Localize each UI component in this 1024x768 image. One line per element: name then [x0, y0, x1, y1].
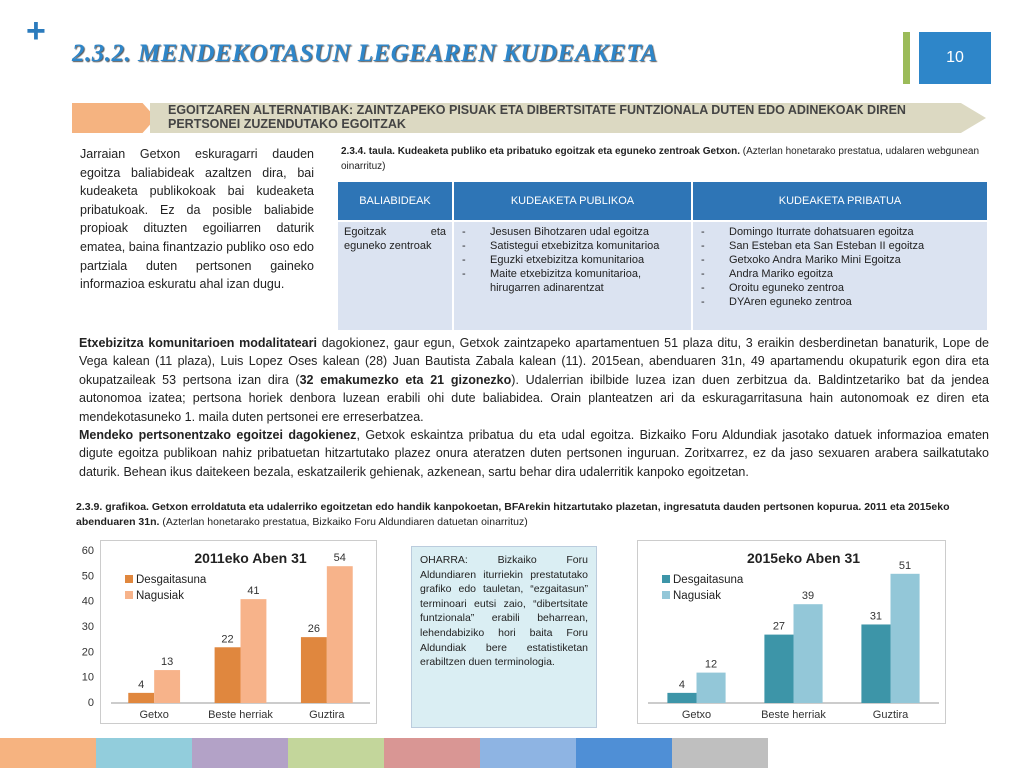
data-label: 41 — [247, 585, 260, 598]
public-list-item: - Satistegui etxebizitza komunitarioa — [460, 239, 685, 253]
data-label: 39 — [801, 590, 815, 603]
p1-text-b: ). Udalerrian ibilbide luzea izan duen zerbitzua da. Baldintzetariko bat da jendea autonomoa izatea; pertsona horiek denbora luzean erabili ohi dute baliabidea. Orain planteatzen ari da eskuragarritasuna hain autonomoak ez diren eta mendekotasuneko 1. maila duten pertsonei ere erreserbatzea. — [79, 372, 990, 424]
banner-text: EGOITZAREN ALTERNATIBAK: ZAINTZAPEKO PISUAK ETA DIBERTSITATE FUNTZIONALA DUTEN EDO ADINEKOAK DIREN PERTSONEI ZUZENDUTAKO EGOITZAK — [168, 103, 906, 131]
table-cell-public — [453, 221, 692, 331]
table-header-private: KUDEAKETA PRIBATUA — [692, 181, 988, 221]
bar — [697, 673, 726, 703]
banner-arrow — [72, 103, 156, 133]
x-tick-label: Getxo — [139, 709, 169, 721]
p2-text: , Getxok eskaintza pribatua du eta udal egoitza. Bizkaiko Foru Aldundiak jasotako datuek informazioa ematen digute egoitza publikoan nahiz pribatuetan hitzartutako plazez onura ateratzen duten pertsonen inguruan. Zoritxarrez, ez da jaso sexuaren arabera sailkatutako daturik. Behean ikus daitekeen bezala, eskatzailerik gehienak, azkenean, sartu behar dira udalerritik kanpoko egoitzetan. — [79, 428, 989, 479]
legend-label: Nagusiak — [673, 590, 721, 602]
public-list — [460, 225, 685, 295]
x-tick-label: Beste herriak — [761, 709, 826, 721]
footer-strip — [576, 738, 672, 768]
resources-table — [336, 180, 989, 332]
data-label: 51 — [898, 559, 912, 572]
table-cell-private — [692, 221, 988, 331]
p2-bold: Mendeko pertsonentzako egoitzei dagokienez — [79, 428, 357, 443]
bar — [764, 635, 793, 703]
page-number: 10 — [919, 32, 991, 84]
legend-swatch — [125, 591, 133, 599]
bar — [794, 604, 823, 703]
footer-strip — [480, 738, 576, 768]
legend-swatch — [662, 591, 670, 599]
chart-title: 2015eko Aben 31 — [746, 550, 861, 566]
public-list-item: - Maite etxebizitza komunitarioa, hirugarren adinarentzat — [460, 267, 685, 295]
data-label: 27 — [772, 620, 786, 633]
table-row — [337, 221, 988, 331]
bar — [154, 670, 180, 703]
y-tick-label: 10 — [81, 671, 94, 684]
bar — [215, 647, 241, 703]
footer-strip — [192, 738, 288, 768]
note-box: OHARRA: Bizkaiko Foru Aldundiaren iturriekin prestatutako grafiko edo tauletan, “ezgaitasun” terminoari eutsi zaio, “dibertsitate funtzionala” erabili beharrean, lehendabiziko hori baita Foru Aldundiak bere estatistiketan erabiltzen duen terminologia. — [411, 546, 597, 728]
x-tick-label: Guztira — [872, 709, 909, 721]
private-list — [699, 225, 981, 309]
private-list-item: - Domingo Iturrate dohatsuaren egoitza — [699, 225, 981, 239]
chart-2015 — [637, 540, 946, 724]
bar — [667, 693, 696, 703]
graph-caption — [76, 500, 991, 530]
legend-swatch — [125, 575, 133, 583]
footer-strip — [288, 738, 384, 768]
public-list-item: - Jesusen Bihotzaren udal egoitza — [460, 225, 685, 239]
y-tick-label: 60 — [81, 545, 94, 557]
table-caption — [341, 144, 991, 174]
bar — [128, 693, 154, 703]
data-label: 26 — [307, 623, 321, 636]
legend-label: Nagusiak — [136, 590, 184, 602]
x-tick-label: Guztira — [309, 709, 345, 721]
public-list-item: - Eguzki etxebizitza komunitarioa — [460, 253, 685, 267]
private-list-item: - Andra Mariko egoitza — [699, 267, 981, 281]
table-cell-label: Egoitzak eta eguneko zentroak — [337, 221, 453, 331]
graph-caption-bold: 2.3.9. grafikoa. Getxon erroldatuta eta udalerriko egoitzetan edo handik kanpokoetan, BFArekin hitzartutako plazetan, ingresatuta dauden pertsonen kopurua. 2011 eta 2015eko abenduaren 31n. — [76, 501, 950, 528]
footer-strip — [96, 738, 192, 768]
bar — [301, 637, 327, 703]
intro-text: Jarraian Getxon eskuragarri dauden egoitza baliabideak azaltzen dira, bai kudeaketa publikokoak bai kudeaketa pribatukoak. Ez da posible baliabide propioak dituzten egoiliarren daturik ematea, baina finantzazio publiko oso edo partziala duten pertsonen gaineko informazioa eskuratu ahal izan dugu. — [80, 147, 314, 292]
p1-bold: Etxebizitza komunitarioen modalitateari — [79, 336, 317, 350]
footer-strip — [384, 738, 480, 768]
table-caption-source: (Azterlan honetarako prestatua, udalaren webgunean oinarrituz) — [341, 146, 980, 172]
y-tick-label: 20 — [81, 646, 94, 659]
y-tick-label: 50 — [81, 570, 94, 583]
chart-2011-yaxis-svg — [60, 530, 100, 710]
data-label: 54 — [333, 552, 346, 565]
p1-text-a: dagokionez, gaur egun, Getxok zaintzapeko apartamentuen 51 plaza ditu, 3 eraikin desberdinetan banaturik, Lope de Vega kalean (11 plaza), Luis Lopez Oses kalean (28) Juan Bautista Zabala kalean (11). 2015ean, abenduaren 31n, 49 apartamendu okupaturik egon dira eta okupatzaileak 53 pertsona izan dira ( — [79, 336, 990, 387]
legend-swatch — [662, 575, 670, 583]
y-tick-label: 30 — [81, 621, 94, 633]
private-list-item: - San Esteban eta San Esteban II egoitza — [699, 239, 981, 253]
x-tick-label: Getxo — [681, 709, 712, 721]
table-caption-bold: 2.3.4. taula. Kudeaketa publiko eta pribatuko egoitzak eta eguneko zentroak Getxon. — [341, 146, 740, 157]
data-label: 13 — [160, 656, 174, 669]
legend-label: Desgaitasuna — [136, 574, 207, 586]
bar — [327, 566, 353, 703]
y-tick-label: 40 — [81, 595, 94, 608]
chart-2011-yaxis — [60, 530, 100, 710]
data-label: 31 — [869, 610, 883, 623]
data-label: 12 — [704, 658, 718, 671]
data-label: 22 — [221, 633, 234, 646]
chart-title: 2011eko Aben 31 — [194, 550, 307, 566]
bar — [891, 574, 920, 703]
x-tick-label: Beste herriak — [208, 709, 273, 721]
table-header-public: KUDEAKETA PUBLIKOA — [453, 181, 692, 221]
chart-2011 — [100, 540, 377, 724]
private-list-item: - DYAren eguneko zentroa — [699, 295, 981, 309]
chart-2011-svg — [101, 541, 376, 723]
private-list-item: - Getxoko Andra Mariko Mini Egoitza — [699, 253, 981, 267]
page-title: 2.3.2. MENDEKOTASUN LEGEAREN KUDEAKETA — [72, 40, 658, 67]
footer-strip — [0, 738, 96, 768]
legend-label: Desgaitasuna — [673, 574, 744, 586]
footer-strip — [672, 738, 768, 768]
table-header-resources: BALIABIDEAK — [337, 181, 453, 221]
data-label: 4 — [678, 678, 686, 691]
accent-bar — [903, 32, 910, 84]
bar — [861, 624, 890, 703]
body-paragraph — [79, 334, 989, 481]
private-list-item: - Oroitu eguneko zentroa — [699, 281, 981, 295]
graph-caption-source: (Azterlan honetarako prestatua, Bizkaiko Foru Aldundiaren datuetan oinarrituz) — [159, 516, 528, 528]
bar — [241, 599, 267, 703]
p1-bold2: 32 emakumezko eta 21 gizonezko — [299, 372, 512, 387]
plus-logo: + — [26, 12, 46, 50]
data-label: 4 — [138, 678, 145, 691]
y-tick-label: 0 — [87, 697, 94, 709]
chart-2015-svg — [638, 541, 945, 723]
